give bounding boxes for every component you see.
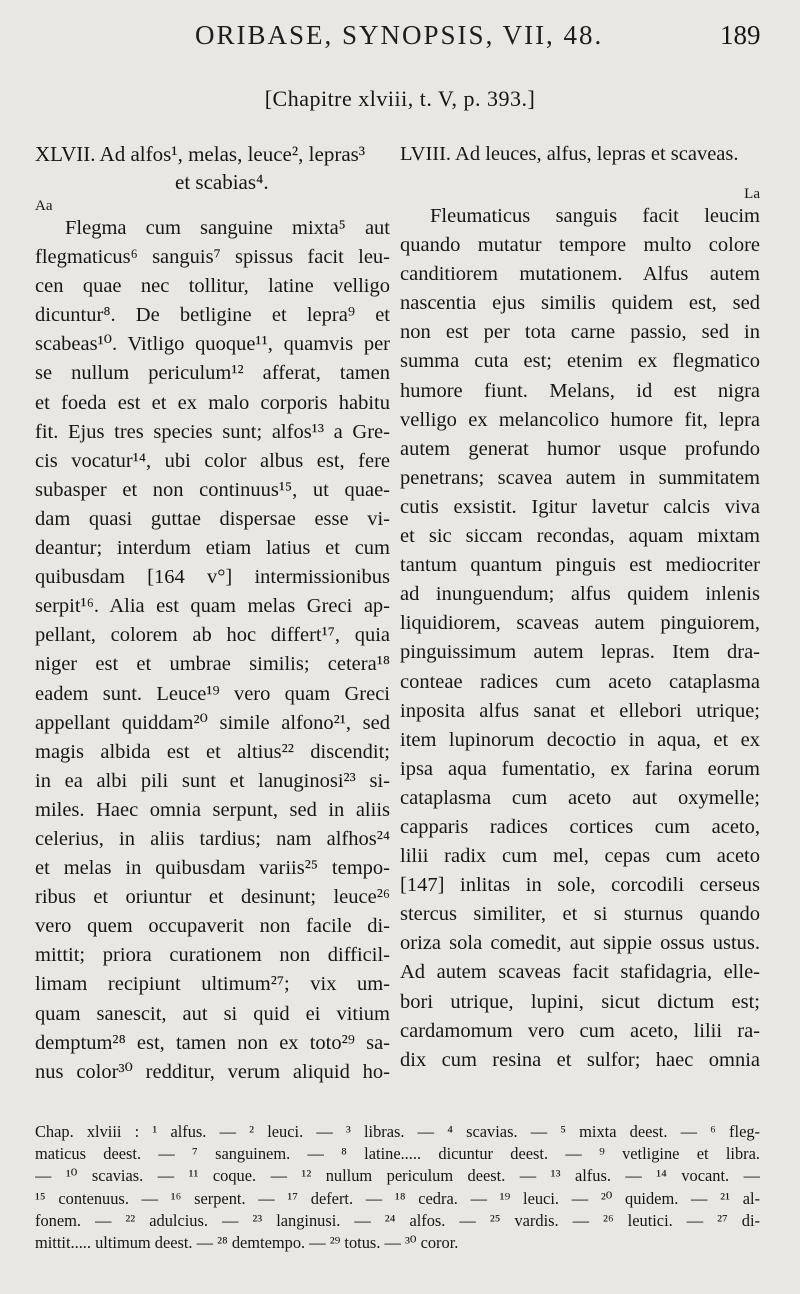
text-line: quando mutatur tempore multo colore xyxy=(400,234,760,257)
running-head xyxy=(0,20,800,60)
text-line: Ad autem scaveas facit stafidagria, elle- xyxy=(400,961,760,984)
text-line: demptum²⁸ est, tamen non ex toto²⁹ sa- xyxy=(35,1031,390,1054)
text-line: stercus similiter, et si sturnus quando xyxy=(400,903,760,926)
text-line: summa cuta est; etenim ex flegmatico xyxy=(400,350,760,373)
text-line: serpit¹⁶. Alia est quam melas Greci ap- xyxy=(35,595,390,618)
text-line: cutis exsistit. Igitur lavetur calcis viva xyxy=(400,495,760,518)
text-line: scabeas¹⁰. Vitligo quoque¹¹, quamvis per xyxy=(35,333,390,356)
text-line: nus color³⁰ redditur, verum aliquid ho- xyxy=(35,1060,390,1083)
text-line: nascentia ejus similis quidem est, sed xyxy=(400,292,760,315)
text-line: vero quem occupaverit non facile di- xyxy=(35,915,390,938)
left-heading xyxy=(35,140,390,196)
footnote-line: maticus deest. — ⁷ sanguinem. — ⁸ latine..... dicuntur deest. — ⁹ vetligine et libra. xyxy=(35,1144,760,1164)
left-column xyxy=(35,140,390,1087)
text-line: velligo ex melancolico humore fit, lepra xyxy=(400,408,760,431)
text-line: oriza sola comedit, aut sippie ossus ustus. xyxy=(400,932,760,955)
text-line: tantum quantum pinguis est mediocriter xyxy=(400,554,760,577)
text-line: capparis radices cortices cum aceto, xyxy=(400,815,760,838)
right-text xyxy=(400,202,760,1075)
footnote-line: — ¹⁰ scavias. — ¹¹ coque. — ¹² nullum periculum deest. — ¹³ alfus. — ¹⁴ vocant. — xyxy=(35,1166,760,1186)
page-number: 189 xyxy=(720,20,761,50)
chapter-reference: [Chapitre xlviii, t. V, p. 393.] xyxy=(264,86,536,111)
right-heading xyxy=(400,140,760,168)
text-line: pellant, colorem ab hoc differt¹⁷, quia xyxy=(35,624,390,647)
footnotes xyxy=(35,1121,760,1254)
left-heading-text: XLVII. Ad alfos¹, melas, leuce², lepras³ xyxy=(35,142,366,166)
text-line: et sic siccam recondas, aquam mixtam xyxy=(400,525,760,548)
text-line: dicuntur⁸. De betligine et lepra⁹ et xyxy=(35,304,390,327)
text-line: Flegma cum sanguine mixta⁵ aut xyxy=(65,217,390,239)
text-line: liquidiorem, scaveas autem pinguiorem, xyxy=(400,612,760,635)
text-line: et melas in quibusdam variis²⁵ tempo- xyxy=(35,857,390,880)
text-line: cis vocatur¹⁴, ubi color albus est, fere xyxy=(35,449,390,472)
text-line: cataplasma cum aceto aut oxymelle; xyxy=(400,786,760,809)
text-line: conteae radices cum aceto cataplasma xyxy=(400,670,760,693)
text-line: flegmaticus⁶ sanguis⁷ spissus facit leu- xyxy=(35,246,390,269)
running-title: ORIBASE, SYNOPSIS, VII, 48. xyxy=(195,20,604,50)
left-heading-continuation: et scabias⁴. xyxy=(175,170,269,194)
text-line: quam sanescit, aut si quid ei vitium xyxy=(35,1002,390,1025)
text-line: quibusdam [164 v°] intermissionibus xyxy=(35,566,390,589)
text-line: canditiorem mutationem. Alfus autem xyxy=(400,263,760,286)
left-text xyxy=(35,214,390,1087)
text-line: inposita alfus sanat et ellebori utrique; xyxy=(400,699,760,722)
text-line: ad inunguendum; alfus quidem inlenis xyxy=(400,583,760,606)
text-line: [147] inlitas in sole, corcodili cerseus xyxy=(400,874,760,897)
text-line: eadem sunt. Leuce¹⁹ vero quam Greci xyxy=(35,682,390,705)
footnote-line: fonem. — ²² adulcius. — ²³ langinusi. — ²⁴ alfos. — ²⁵ vardis. — ²⁶ leutici. — ²⁷ di- xyxy=(35,1210,760,1230)
text-line: deantur; interdum etiam latius et cum xyxy=(35,537,390,560)
text-line: bori utrique, lupini, sicut dictum est; xyxy=(400,990,760,1013)
text-line: appellant quiddam²⁰ simile alfono²¹, sed xyxy=(35,711,390,734)
text-line: ipsa aqua fumentatio, ex farina eorum xyxy=(400,757,760,780)
text-line: limam recipiunt ultimum²⁷; vix um- xyxy=(35,973,390,996)
text-line: celerius, in aliis tardius; nam alfhos²⁴ xyxy=(35,827,390,850)
text-line: niger est et umbrae similis; cetera¹⁸ xyxy=(35,653,390,676)
text-line: ribus et oriuntur et desinunt; leuce²⁶ xyxy=(35,886,390,909)
footnote-line: mittit..... ultimum deest. — ²⁸ demtempo. — ²⁹ totus. — ³⁰ coror. xyxy=(35,1232,459,1252)
text-line: magis albida est et altius²² discendit; xyxy=(35,740,390,763)
text-line: autem generat humor usque profundo xyxy=(400,437,760,460)
text-line: item lupinorum decoctio in aqua, et ex xyxy=(400,728,760,751)
text-line: cardamomum vero cum aceto, lilii ra- xyxy=(400,1019,760,1042)
text-line: mittit; priora curationem non difficil- xyxy=(35,944,390,967)
text-line: pinguissimum autem lepras. Item dra- xyxy=(400,641,760,664)
text-line: dam quasi guttae dispersae esse vi- xyxy=(35,507,390,530)
left-sigla: Aa xyxy=(35,198,53,214)
text-line: miles. Haec omnia serpunt, sed in aliis xyxy=(35,798,390,821)
right-heading-text: LVIII. Ad leuces, alfus, lepras et scaveas. xyxy=(400,143,739,165)
text-line: penetrans; scavea autem in summitatem xyxy=(400,466,760,489)
text-line: se nullum periculum¹² afferat, tamen xyxy=(35,362,390,385)
text-line: subasper et non continuus¹⁵, ut quae- xyxy=(35,478,390,501)
text-line: non est per tota carne passio, sed in xyxy=(400,321,760,344)
text-line: dix cum resina et sulfor; haec omnia xyxy=(400,1048,760,1071)
text-line: Fleumaticus sanguis facit leucim xyxy=(430,205,760,227)
right-sigla: La xyxy=(744,186,760,202)
text-line: cen quae nec tollitur, latine velligo xyxy=(35,275,390,298)
text-line: in ea albi pili sunt et lanuginosi²³ si- xyxy=(35,769,390,792)
footnote-line: Chap. xlviii : ¹ alfus. — ² leuci. — ³ libras. — ⁴ scavias. — ⁵ mixta deest. — ⁶ fleg- xyxy=(35,1122,760,1141)
text-line: lilii radix cum mel, cepas cum aceto xyxy=(400,845,760,868)
text-line: fit. Ejus tres species sunt; alfos¹³ a Gre- xyxy=(35,420,390,443)
text-line: humore fiunt. Melans, id est nigra xyxy=(400,379,760,402)
right-column xyxy=(400,140,760,1075)
footnote-line: ¹⁵ contenuus. — ¹⁶ serpent. — ¹⁷ defert. — ¹⁸ cedra. — ¹⁹ leuci. — ²⁰ quidem. — ²¹ al- xyxy=(35,1188,760,1208)
text-line: et foeda est et ex malo corporis habitu xyxy=(35,391,390,414)
